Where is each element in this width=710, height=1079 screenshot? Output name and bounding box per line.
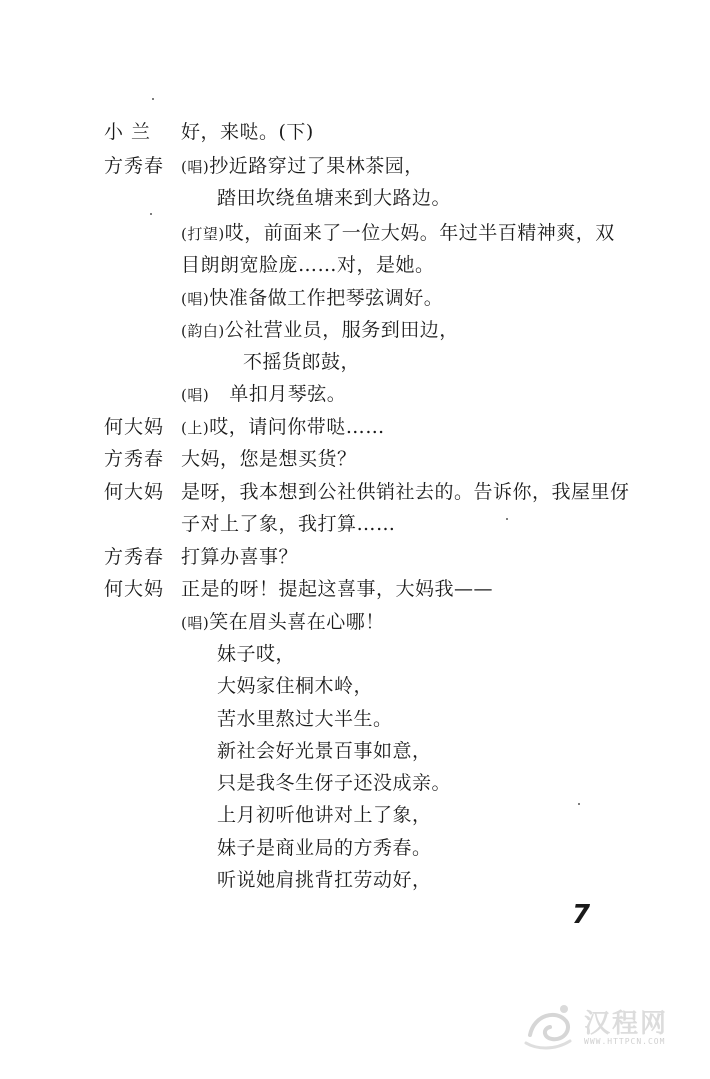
stage-direction: (唱) bbox=[181, 290, 210, 308]
page-number: 7 bbox=[572, 900, 591, 930]
stage-direction: (打望) bbox=[181, 225, 225, 243]
watermark-brand: 汉程网 bbox=[584, 1009, 669, 1039]
lyric-line: 踏田坎绕鱼塘来到大路边。 bbox=[217, 187, 452, 209]
print-speck bbox=[578, 803, 580, 805]
dialogue-text: 公社营业员，服务到田边， bbox=[224, 319, 459, 341]
dialogue-line bbox=[181, 318, 459, 343]
lyric-line: 妹子是商业局的方秀春。 bbox=[217, 837, 432, 859]
lyric-text: 快准备做工作把琴弦调好。 bbox=[209, 287, 444, 309]
lyric-line: 新社会好光景百事如意， bbox=[217, 740, 432, 762]
dialogue-text: 哎，前面来了一位大妈。年过半百精神爽，双 bbox=[224, 222, 615, 244]
dialogue-line: 子对上了象，我打算…… bbox=[181, 513, 396, 535]
speaker-fangxiuchun: 方秀春 bbox=[104, 448, 165, 470]
speaker-xiaolan: 小 兰 bbox=[104, 121, 152, 143]
print-speck bbox=[152, 98, 154, 100]
lyric-text: 抄近路穿过了果林茶园， bbox=[209, 155, 424, 177]
lyric-text: 单扣月琴弦。 bbox=[229, 383, 347, 405]
dialogue-text: 哎，请问你带哒…… bbox=[209, 416, 385, 438]
lyric-line: 只是我冬生伢子还没成亲。 bbox=[217, 772, 452, 794]
speaker-fangxiuchun: 方秀春 bbox=[104, 546, 165, 568]
watermark-logo-icon bbox=[520, 995, 580, 1055]
lyric-text: 笑在眉头喜在心哪！ bbox=[209, 611, 385, 633]
speaker-hedama: 何大妈 bbox=[104, 481, 165, 503]
dialogue-line: 是呀，我本想到公社供销社去的。告诉你，我屋里伢 bbox=[181, 481, 630, 503]
dialogue-line bbox=[181, 221, 615, 246]
dialogue-line bbox=[181, 382, 346, 407]
print-speck bbox=[150, 213, 152, 215]
dialogue-line bbox=[181, 154, 424, 179]
lyric-line: 上月初听他讲对上了象， bbox=[217, 804, 432, 826]
dialogue-line: 好，来哒。(下) bbox=[181, 121, 314, 143]
watermark bbox=[520, 995, 700, 1065]
dialogue-line: 正是的呀！提起这喜事，大妈我—— bbox=[181, 578, 494, 600]
print-speck bbox=[506, 518, 508, 520]
watermark-url: WWW.HTTPCN.COM bbox=[584, 1037, 666, 1046]
speaker-fangxiuchun: 方秀春 bbox=[104, 155, 165, 177]
lyric-line: 听说她肩挑背扛劳动好， bbox=[217, 869, 432, 891]
stage-direction: (唱) bbox=[181, 386, 210, 404]
stage-direction: (上) bbox=[181, 419, 210, 437]
dialogue-line: 大妈，您是想买货？ bbox=[181, 448, 357, 470]
dialogue-line bbox=[181, 415, 385, 440]
lyric-line: 妹子哎， bbox=[217, 643, 296, 665]
dialogue-line: 目朗朗宽脸庞……对，是她。 bbox=[181, 254, 435, 276]
speaker-hedama: 何大妈 bbox=[104, 578, 165, 600]
lyric-line: 不摇货郎鼓， bbox=[243, 351, 361, 373]
stage-direction: (韵白) bbox=[181, 322, 225, 340]
stage-direction: (唱) bbox=[181, 158, 210, 176]
speaker-hedama: 何大妈 bbox=[104, 416, 165, 438]
lyric-line: 苦水里熬过大半生。 bbox=[217, 708, 393, 730]
lyric-line: 大妈家住桐木岭， bbox=[217, 675, 374, 697]
dialogue-line: 打算办喜事？ bbox=[181, 546, 299, 568]
stage-direction: (唱) bbox=[181, 614, 210, 632]
dialogue-line bbox=[181, 286, 443, 311]
dialogue-line bbox=[181, 610, 385, 635]
